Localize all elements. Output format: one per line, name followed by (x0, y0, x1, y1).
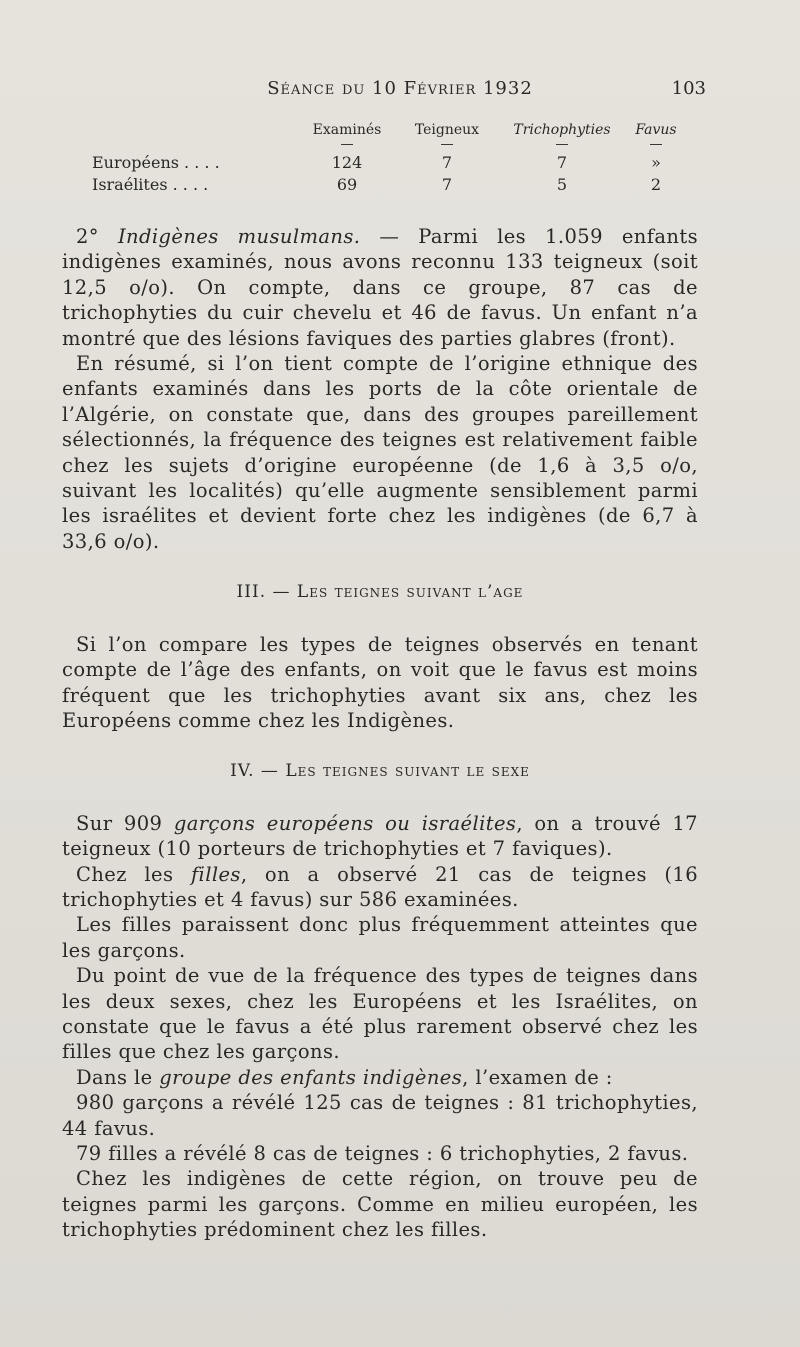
column-header: Trichophyties (498, 122, 626, 151)
table-row (92, 151, 686, 173)
emphasis: filles (190, 862, 241, 886)
text-span: Chez les (76, 862, 191, 886)
column-header: Favus (626, 122, 686, 151)
paragraph-comparison: Les filles paraissent donc plus fréquemment atteintes que les garçons. (62, 913, 698, 962)
table-cell: 69 (336, 174, 358, 194)
section-number: 2° (76, 225, 99, 248)
running-header: Séance du 10 Février 1932 (267, 78, 533, 99)
paragraph-filles (62, 862, 698, 913)
text-span: , on a trouvé 17 teigneux (10 porteurs de trichophyties et 7 faviques). (62, 811, 698, 861)
table-header-row (92, 122, 686, 151)
table-corner (92, 122, 298, 151)
table-cell: 2 (650, 174, 662, 194)
emphasis: groupe des enfants indigènes (159, 1065, 463, 1089)
paragraph-types: Du point de vue de la fréquence des types de teignes dans les deux sexes, chez les Européens et les Israélites, on constate que le favus a été plus rarement observé chez les filles que chez les garçons. (62, 964, 698, 1064)
section-heading-age: III. — Les teignes suivant l’age (236, 582, 524, 603)
emphasis: garçons européens ou israélites (173, 811, 517, 835)
paragraph-text: — Parmi les 1.059 enfants indigènes examinés, nous avons reconnu 133 teigneux (soit 12,5 o/o). On compte, dans ce groupe, 87 cas de trichophyties du cuir chevelu et 46 de favus. Un enfant n’a montré que des lésions faviques des parties glabres (front). (62, 225, 699, 350)
table-row (92, 173, 686, 195)
text-span: Sur 909 (76, 811, 174, 835)
table-cell: 7 (441, 174, 453, 194)
row-label: Européens . . . . (92, 152, 220, 172)
paragraph-conclusion: Chez les indigènes de cette région, on trouve peu de teignes parmi les garçons. Comme en milieu européen, les trichophyties prédominent chez les filles. (62, 1167, 698, 1242)
text-span: , on a observé 21 cas de teignes (16 trichophyties et 4 favus) sur 586 examinées. (62, 862, 698, 911)
table-cell: 7 (441, 152, 453, 172)
row-label: Israélites . . . . (92, 174, 209, 194)
paragraph-groupe-indigenes (62, 1065, 698, 1090)
text-span: , l’examen de : (462, 1065, 613, 1089)
paragraph-garcons-indigenes: 980 garçons a révélé 125 cas de teignes : 81 trichophyties, 44 favus. (62, 1091, 698, 1140)
column-header: Examinés (298, 122, 396, 151)
table-cell: » (651, 152, 661, 172)
statistics-table (92, 122, 686, 195)
text-span: Dans le (76, 1065, 160, 1089)
paragraph-indigenes (62, 224, 698, 351)
section-heading-sexe: IV. — Les teignes suivant le sexe (230, 761, 530, 782)
table-cell: 7 (556, 152, 568, 172)
body-text (62, 224, 698, 1243)
table-cell: 124 (331, 152, 363, 172)
paragraph-title: Indigènes musulmans. (117, 225, 361, 248)
paragraph-resume: En résumé, si l’on tient compte de l’origine ethnique des enfants examinés dans les ports de la côte orientale de l’Algérie, on constate que, dans des groupes pareillement sélectionnés, la fréquence des teignes est relativement faible chez les sujets d’origine européenne (de 1,6 à 3,5 o/o, suivant les localités) qu’elle augmente sensiblement parmi les israélites et devient forte chez les indigènes (de 6,7 à 33,6 o/o). (62, 352, 698, 553)
page-number: 103 (671, 78, 706, 99)
paragraph-garcons (62, 811, 698, 862)
paragraph-filles-indigenes: 79 filles a révélé 8 cas de teignes : 6 trichophyties, 2 favus. (76, 1142, 689, 1165)
column-header: Teigneux (396, 122, 498, 151)
table-cell: 5 (556, 174, 568, 194)
paragraph-age: Si l’on compare les types de teignes observés en tenant compte de l’âge des enfants, on voit que le favus est moins fréquent que les trichophyties avant six ans, chez les Européens comme chez les Indigènes. (62, 632, 698, 732)
